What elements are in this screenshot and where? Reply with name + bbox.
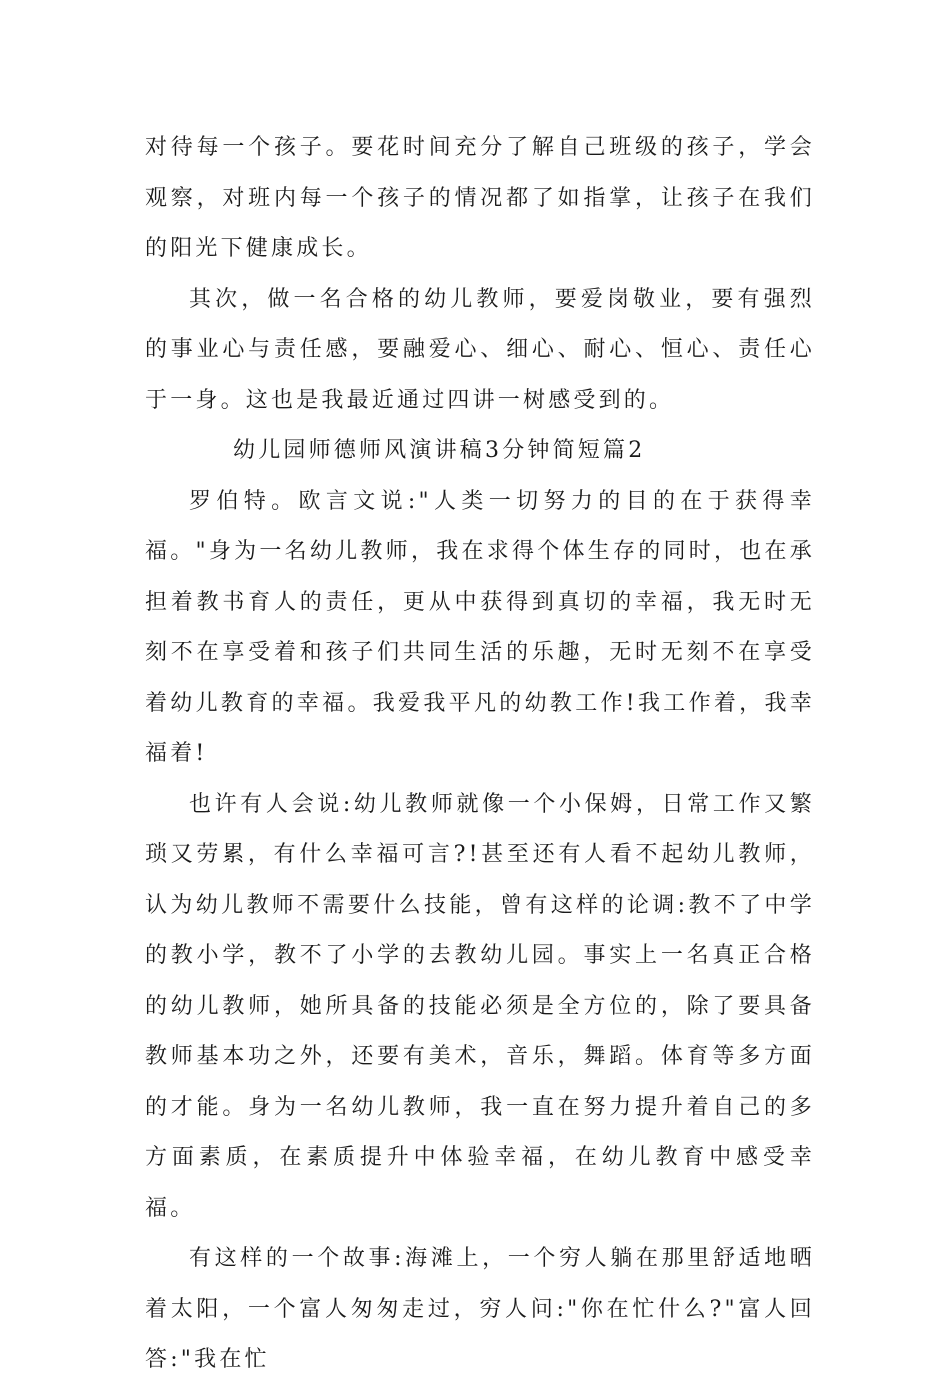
section-heading: 幼儿园师德师风演讲稿3分钟简短篇2 [233, 438, 646, 463]
paragraph-5: 有这样的一个故事:海滩上，一个穷人躺在那里舒适地晒着太阳，一个富人匆匆走过，穷人问:"你在忙什么?"富人回答:"我在忙 [145, 1246, 815, 1372]
document-body [145, 123, 815, 1386]
paragraph-4: 也许有人会说:幼儿教师就像一个小保姆，日常工作又繁琐又劳累，有什么幸福可言?!甚至还有人看不起幼儿教师，认为幼儿教师不需要什么技能，曾有这样的论调:教不了中学的教小学，教不了小学的去教幼儿园。事实上一名真正合格的幼儿教师，她所具备的技能必须是全方位的，除了要具备教师基本功之外，还要有美术，音乐，舞蹈。体育等多方面的才能。身为一名幼儿教师，我一直在努力提升着自己的多方面素质，在素质提升中体验幸福，在幼儿教育中感受幸福。 [145, 791, 815, 1221]
paragraph-1: 对待每一个孩子。要花时间充分了解自己班级的孩子，学会观察，对班内每一个孩子的情况都了如指掌，让孩子在我们的阳光下健康成长。 [145, 135, 815, 261]
paragraph-3: 罗伯特。欧言文说:"人类一切努力的目的在于获得幸福。"身为一名幼儿教师，我在求得个体生存的同时，也在承担着教书育人的责任，更从中获得到真切的幸福，我无时无刻不在享受着和孩子们共同生活的乐趣，无时无刻不在享受着幼儿教育的幸福。我爱我平凡的幼教工作!我工作着，我幸福着! [145, 488, 815, 766]
paragraph-2: 其次，做一名合格的幼儿教师，要爱岗敬业，要有强烈的事业心与责任感，要融爱心、细心、耐心、恒心、责任心于一身。这也是我最近通过四讲一树感受到的。 [145, 286, 815, 413]
